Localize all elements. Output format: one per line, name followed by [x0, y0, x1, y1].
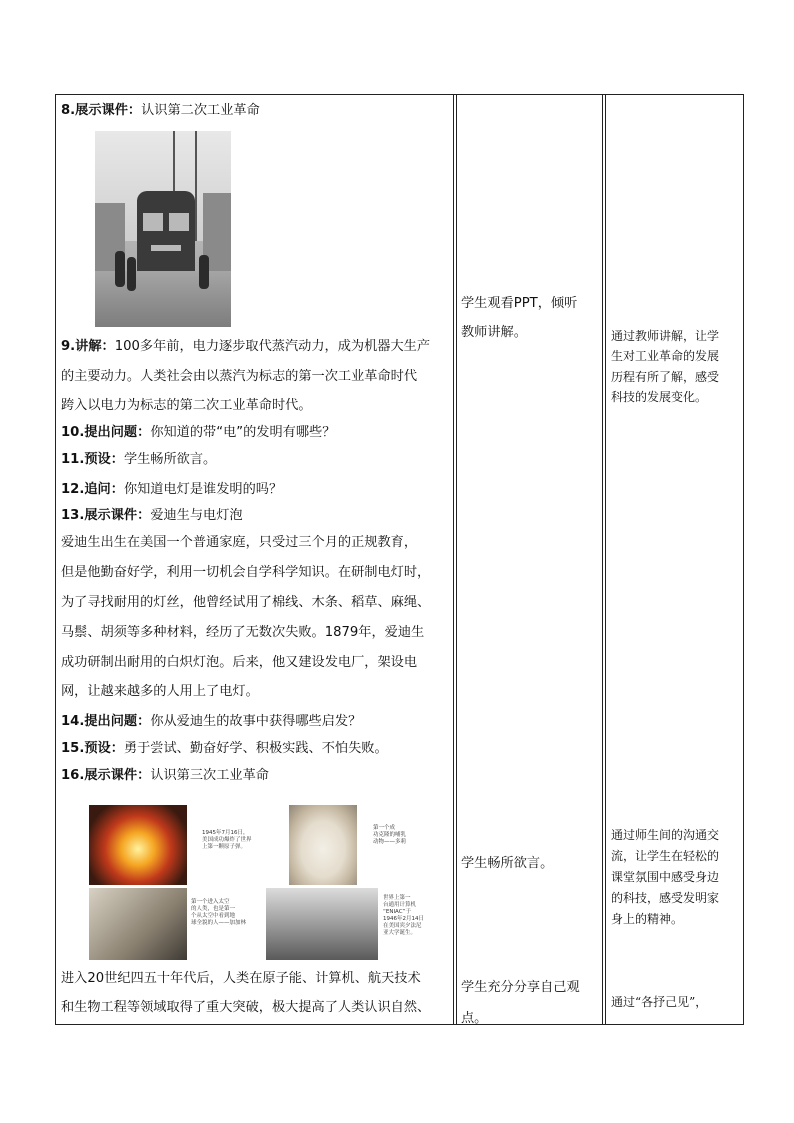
design-intent-text: 课堂氛围中感受身边	[611, 870, 720, 884]
step-12: 12.追问：你知道电灯是谁发明的吗？	[61, 482, 283, 497]
text-line: 为了寻找耐用的灯丝，他曾经试用了棉线、木条、稻草、麻绳、	[61, 595, 431, 610]
step-14: 14.提出问题：你从爱迪生的故事中获得哪些启发？	[61, 714, 362, 729]
dolly-sheep-photo	[289, 805, 357, 885]
step-8: 8.展示课件：认识第二次工业革命	[61, 103, 260, 118]
step-13: 13.展示课件：爱迪生与电灯泡	[61, 508, 243, 523]
caption-gagarin: 第一个进入太空 的人类，也是第一 个从太空中看到地 球全貌的人——加加林	[191, 899, 247, 926]
design-intent-text: 通过“各抒己见”，	[611, 995, 708, 1009]
caption-atomic-bomb: 1945年7月16日， 美国成功爆炸了世界 上第一颗原子弹。	[202, 830, 252, 850]
text-line: 但是他勤奋好学，利用一切机会自学科学知识。在研制电灯时，	[61, 565, 431, 580]
atomic-bomb-photo	[89, 805, 187, 885]
student-activity-text: 学生畅所欲言。	[461, 856, 554, 871]
student-activity-text: 学生充分分享自己观	[461, 980, 580, 995]
design-intent-text: 身上的精神。	[611, 912, 684, 926]
text-line: 和生物工程等领域取得了重大突破，极大提高了人类认识自然、	[61, 1000, 431, 1015]
step-9: 9.讲解：100多年前，电力逐步取代蒸汽动力，成为机器大生产	[61, 339, 431, 354]
design-intent-text: 历程有所了解，感受	[611, 370, 720, 384]
gagarin-photo	[89, 888, 187, 960]
column-divider	[605, 95, 606, 1024]
tram-photo	[95, 131, 231, 327]
eniac-photo	[266, 888, 378, 960]
student-activity-text: 学生观看PPT，倾听	[461, 296, 578, 311]
student-activity-text: 点。	[461, 1011, 488, 1026]
lesson-table	[55, 94, 744, 1025]
step-10: 10.提出问题：你知道的带“电”的发明有哪些？	[61, 425, 336, 440]
step-16: 16.展示课件：认识第三次工业革命	[61, 768, 269, 783]
design-intent-text: 通过师生间的沟通交	[611, 828, 720, 842]
column-divider	[453, 95, 454, 1024]
text-line: 爱迪生出生在美国一个普通家庭，只受过三个月的正规教育，	[61, 535, 418, 550]
text-line: 成功研制出耐用的白炽灯泡。后来，他又建设发电厂，架设电	[61, 655, 418, 670]
text-line: 网，让越来越多的人用上了电灯。	[61, 684, 259, 699]
caption-dolly: 第一个成 功克隆的哺乳 动物——多莉	[373, 825, 407, 845]
text-line: 的主要动力。人类社会由以蒸汽为标志的第一次工业革命时代	[61, 369, 418, 384]
text-line: 跨入以电力为标志的第二次工业革命时代。	[61, 398, 312, 413]
design-intent-text: 流，让学生在轻松的	[611, 849, 720, 863]
design-intent-text: 的科技，感受发明家	[611, 891, 720, 905]
column-divider	[456, 95, 457, 1024]
student-activity-text: 教师讲解。	[461, 325, 527, 340]
caption-eniac: 世界上第一 台通用计算机 “ENIAC”于 1946年2月14日 在美国宾夕法尼 亚大学诞生。	[383, 895, 424, 936]
column-divider	[602, 95, 603, 1024]
step-15: 15.预设：勇于尝试、勤奋好学、积极实践、不怕失败。	[61, 741, 388, 756]
design-intent-text: 科技的发展变化。	[611, 390, 708, 404]
step-11: 11.预设：学生畅所欲言。	[61, 452, 217, 467]
design-intent-text: 生对工业革命的发展	[611, 349, 720, 363]
text-line: 进入20世纪四五十年代后，人类在原子能、计算机、航天技术	[61, 971, 421, 986]
design-intent-text: 通过教师讲解，让学	[611, 329, 720, 343]
text-line: 马鬃、胡须等多种材料，经历了无数次失败。1879年，爱迪生	[61, 625, 425, 640]
